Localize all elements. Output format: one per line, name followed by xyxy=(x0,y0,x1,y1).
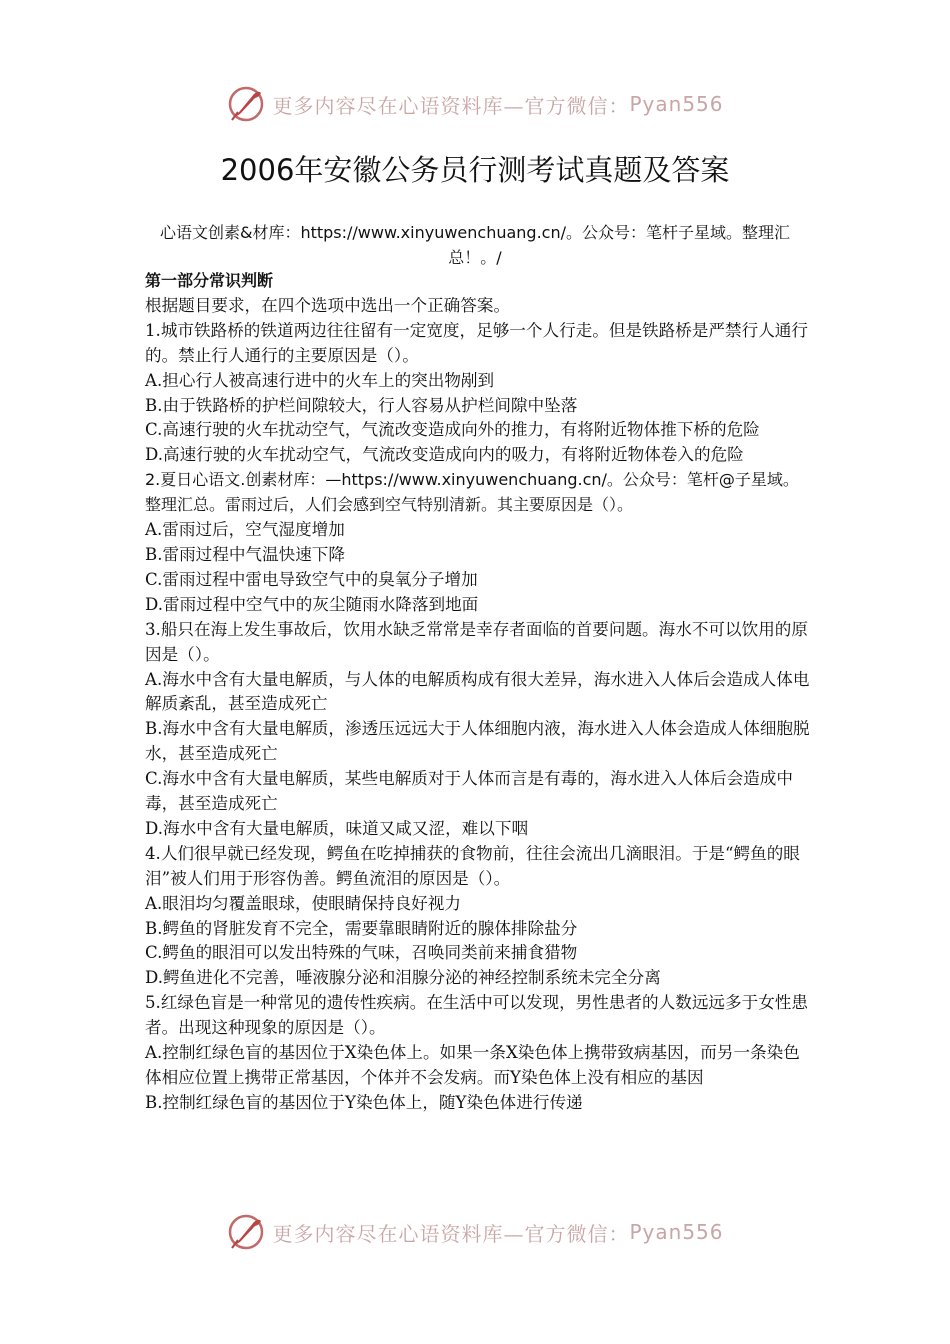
banner-wechat-id: Pyan556 xyxy=(629,1220,724,1244)
question-5-option-a: A.控制红绿色盲的基因位于X染色体上。如果一条X染色体上携带致病基因，而另一条染色体相应位置上携带正常基因，个体并不会发病。而Y染色体上没有相应的基因 xyxy=(145,1043,800,1087)
question-4-option-a: A.眼泪均匀覆盖眼球，使眼睛保持良好视力 xyxy=(145,893,461,913)
question-3-option-b: B.海水中含有大量电解质，渗透压远远大于人体细胞内液，海水进入人体会造成人体细胞脱水，甚至造成死亡 xyxy=(145,719,810,764)
banner-wechat-id: Pyan556 xyxy=(629,92,724,116)
question-1-option-c: C.高速行驶的火车扰动空气，气流改变造成向外的推力，有将附近物体推下桥的危险 xyxy=(145,420,760,440)
page-title: 2006年安徽公务员行测考试真题及答案 xyxy=(220,153,730,187)
banner-text: 更多内容尽在心语资料库—官方微信： xyxy=(272,93,630,118)
question-3-option-d: D.海水中含有大量电解质，味道又咸又涩，难以下咽 xyxy=(145,818,529,838)
question-4-option-c: C.鳄鱼的眼泪可以发出特殊的气味，召唤同类前来捕食猎物 xyxy=(145,943,578,963)
question-2-option-d: D.雷雨过程中空气中的灰尘随雨水降落到地面 xyxy=(145,594,479,614)
banner-text: 更多内容尽在心语资料库—官方微信： xyxy=(272,1221,630,1246)
quill-logo-icon xyxy=(226,1212,266,1252)
question-3-option-c: C.海水中含有大量电解质，某些电解质对于人体而言是有毒的，海水进入人体后会造成中毒，甚至造成死亡 xyxy=(145,769,793,814)
question-4-option-d: D.鳄鱼进化不完善，唾液腺分泌和泪腺分泌的神经控制系统未完全分离 xyxy=(145,968,661,988)
question-4-option-b: B.鳄鱼的肾脏发育不完全，需要靠眼睛附近的腺体排除盐分 xyxy=(145,918,578,938)
question-1-stem: 1.城市铁路桥的铁道两边往往留有一定宽度，足够一个人行走。但是铁路桥是严禁行人通行的。禁止行人通行的主要原因是（）。 xyxy=(145,320,808,365)
question-5-stem: 5.红绿色盲是一种常见的遗传性疾病。在生活中可以发现，男性患者的人数远远多于女性患者。出现这种现象的原因是（）。 xyxy=(145,993,808,1038)
question-4-stem: 4.人们很早就已经发现，鳄鱼在吃掉捕获的食物前，往往会流出几滴眼泪。于是“鳄鱼的眼泪”被人们用于形容伪善。鳄鱼流泪的原因是（）。 xyxy=(145,843,800,888)
footer-banner xyxy=(0,1210,950,1254)
question-1-option-a: A.担心行人被高速行进中的火车上的突出物剐到 xyxy=(145,370,495,390)
question-2-stem: 2.夏日心语文.创素材库：—https://www.xinyuwenchuang.cn/。公众号：笔杆@子星域。整理汇总。雷雨过后，人们会感到空气特别清新。其主要原因是（）。 xyxy=(145,470,799,515)
question-2-option-b: B.雷雨过程中气温快速下降 xyxy=(145,544,345,564)
document-body xyxy=(145,269,810,1116)
question-1-option-b: B.由于铁路桥的护栏间隙较大，行人容易从护栏间隙中坠落 xyxy=(145,395,578,415)
source-note: 心语文创素&材库：https://www.xinyuwenchuang.cn/。公众号：笔杆子星域。整理汇总！。/ xyxy=(159,223,791,267)
question-3-option-a: A.海水中含有大量电解质，与人体的电解质构成有很大差异，海水进入人体后会造成人体电解质紊乱，甚至造成死亡 xyxy=(145,669,810,714)
question-1-option-d: D.高速行驶的火车扰动空气，气流改变造成向内的吸力，有将附近物体卷入的危险 xyxy=(145,445,744,465)
question-2-option-c: C.雷雨过程中雷电导致空气中的臭氧分子增加 xyxy=(145,569,478,589)
header-banner xyxy=(0,82,950,126)
instruction: 根据题目要求，在四个选项中选出一个正确答案。 xyxy=(145,295,511,315)
section-heading: 第一部分常识判断 xyxy=(145,271,274,290)
question-5-option-b: B.控制红绿色盲的基因位于Y染色体上，随Y染色体进行传递 xyxy=(145,1092,583,1112)
question-2-option-a: A.雷雨过后，空气湿度增加 xyxy=(145,520,345,540)
question-3-stem: 3.船只在海上发生事故后，饮用水缺乏常常是幸存者面临的首要问题。海水不可以饮用的原因是（）。 xyxy=(145,619,808,664)
quill-logo-icon xyxy=(226,84,266,124)
